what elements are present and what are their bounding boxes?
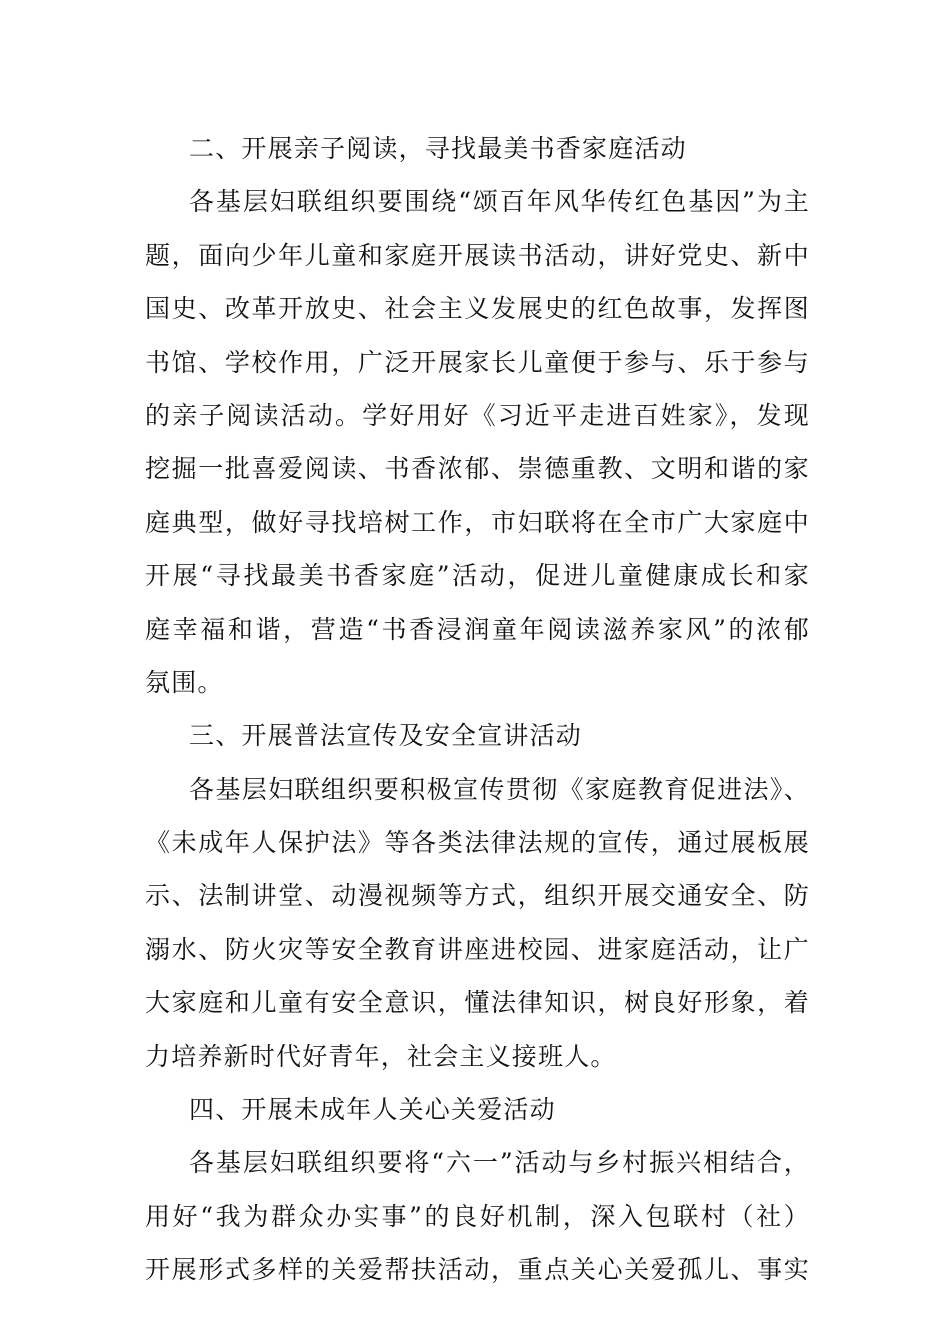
paragraph-line: 庭幸福和谐，营造“书香浸润童年阅读滋养家风”的浓郁 [145, 614, 810, 644]
paragraph-line: 各基层妇联组织要积极宣传贯彻《家庭教育促进法》、 [189, 774, 810, 804]
paragraph-line: 题，面向少年儿童和家庭开展读书活动，讲好党史、新中 [145, 240, 810, 270]
section-heading: 二、开展亲子阅读，寻找最美书香家庭活动 [189, 134, 687, 163]
paragraph-line: 书馆、学校作用，广泛开展家长儿童便于参与、乐于参与 [145, 347, 810, 377]
paragraph-line: 国史、改革开放史、社会主义发展史的红色故事，发挥图 [145, 294, 810, 324]
paragraph-line: 氛围。 [145, 667, 224, 697]
paragraph-line: 开展形式多样的关爱帮扶活动，重点关心关爱孤儿、事实 [145, 1255, 810, 1285]
paragraph-line: 《未成年人保护法》等各类法律法规的宣传，通过展板展 [145, 828, 810, 858]
section-heading: 三、开展普法宣传及安全宣讲活动 [189, 721, 583, 751]
paragraph-line: 庭典型，做好寻找培树工作，市妇联将在全市广大家庭中 [145, 507, 810, 537]
paragraph-line: 溺水、防火灾等安全教育讲座进校园、进家庭活动，让广 [145, 934, 810, 964]
paragraph-line: 大家庭和儿童有安全意识，懂法律知识，树良好形象，着 [145, 988, 810, 1018]
document-body [145, 122, 810, 1297]
paragraph-line: 各基层妇联组织要围绕“颂百年风华传红色基因”为主 [189, 187, 810, 217]
paragraph-line: 示、法制讲堂、动漫视频等方式，组织开展交通安全、防 [145, 881, 810, 911]
section-heading: 四、开展未成年人关心关爱活动 [189, 1095, 556, 1125]
paragraph-line: 各基层妇联组织要将“六一”活动与乡村振兴相结合， [189, 1148, 810, 1178]
paragraph-line: 用好“我为群众办实事”的良好机制，深入包联村（社） [145, 1201, 810, 1231]
paragraph-line: 挖掘一批喜爱阅读、书香浓郁、崇德重教、文明和谐的家 [145, 454, 810, 484]
paragraph-line: 力培养新时代好青年，社会主义接班人。 [145, 1041, 617, 1071]
paragraph-line: 的亲子阅读活动。学好用好《习近平走进百姓家》，发现 [145, 400, 810, 430]
paragraph-line: 开展“寻找最美书香家庭”活动，促进儿童健康成长和家 [145, 561, 810, 591]
